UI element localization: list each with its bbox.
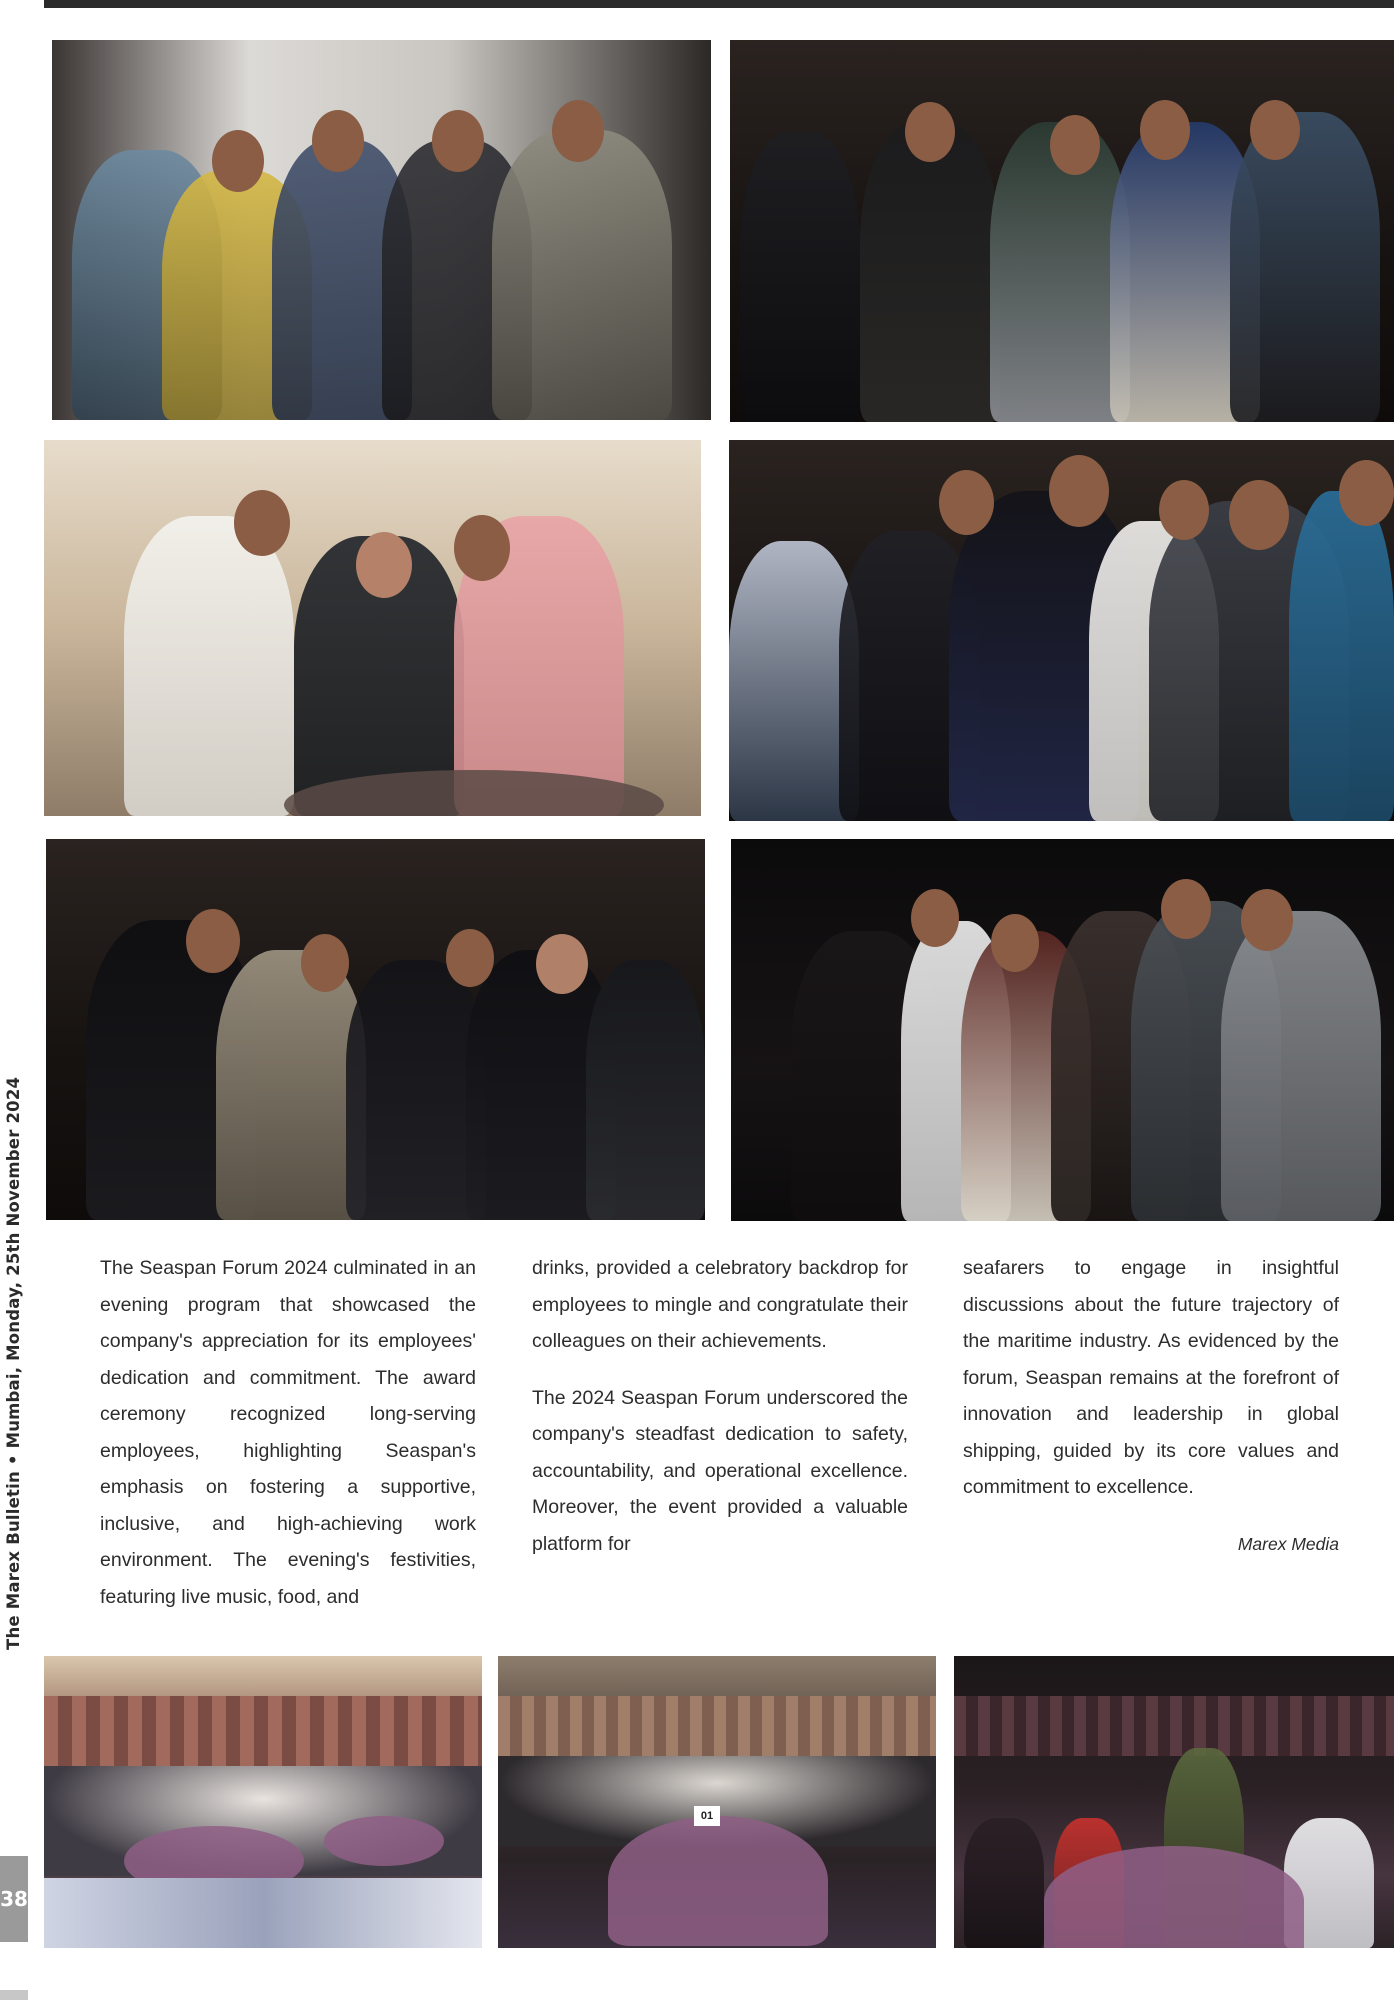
article-signature: Marex Media xyxy=(1237,1533,1339,1554)
photo-group-3 xyxy=(729,440,1394,821)
photo-hall-1 xyxy=(44,1656,482,1948)
article-column-3 xyxy=(963,1250,1339,1562)
page-number: 38 xyxy=(0,1856,28,1942)
photo-hall-3 xyxy=(954,1656,1394,1948)
dateline: Mumbai, Monday, 25th November 2024 xyxy=(4,1076,23,1449)
article-paragraph: seafarers to engage in insightful discussions about the future trajectory of the maritime industry. As evidenced by the forum, Seaspan remains at the forefront of innovation and leadership in global shipping, guided by its core values and commitment to excellence. xyxy=(963,1257,1339,1498)
article-paragraph: drinks, provided a celebratory backdrop for employees to mingle and congratulate their colleagues on their achievements. xyxy=(532,1257,908,1352)
photo-group-5 xyxy=(731,839,1394,1221)
top-rule xyxy=(44,0,1394,8)
photo-group-4 xyxy=(46,839,705,1220)
photo-group-2 xyxy=(730,40,1394,422)
article-column-1 xyxy=(100,1250,476,1635)
separator-bullet: • xyxy=(4,1454,23,1466)
table-number-card: 01 xyxy=(694,1806,720,1826)
photo-trio-1 xyxy=(44,440,701,816)
photo-hall-2 xyxy=(498,1656,936,1948)
article-paragraph: The 2024 Seaspan Forum underscored the company's steadfast dedication to safety, accountability, and operational excellence. Moreover, the event provided a valuable platform for xyxy=(532,1386,908,1555)
article-paragraph: The Seaspan Forum 2024 culminated in an evening program that showcased the company's appreciation for its employees' dedication and commitment. The award ceremony recognized long-serving employees, highlighting Seaspan's emphasis on fostering a supportive, inclusive, and high-achieving work environment. The evening's festivities, featuring live music, food, and xyxy=(100,1257,476,1608)
photo-group-1 xyxy=(52,40,711,420)
bottom-marker xyxy=(0,1990,28,2000)
article-column-2 xyxy=(532,1250,908,1582)
publication-name: The Marex Bulletin xyxy=(4,1471,23,1650)
